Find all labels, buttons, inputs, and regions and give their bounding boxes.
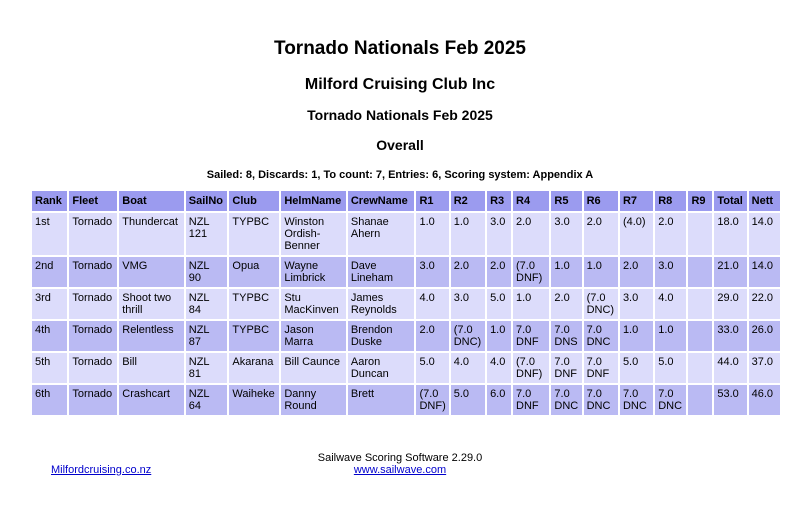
table-cell: 29.0 <box>714 289 746 319</box>
column-header: CrewName <box>348 191 415 211</box>
table-cell: 3.0 <box>551 213 581 255</box>
table-cell <box>688 321 712 351</box>
table-cell: 2.0 <box>655 213 686 255</box>
table-cell: 22.0 <box>749 289 780 319</box>
table-cell: 6th <box>32 385 67 415</box>
table-cell: 3.0 <box>655 257 686 287</box>
series-title: Tornado Nationals Feb 2025 <box>307 107 493 123</box>
sailwave-link[interactable]: www.sailwave.com <box>353 464 447 476</box>
club-name: Milford Cruising Club Inc <box>304 76 496 93</box>
column-header: Club <box>229 191 279 211</box>
table-cell: 5.0 <box>451 385 485 415</box>
table-cell: 2.0 <box>620 257 653 287</box>
column-header: Nett <box>749 191 780 211</box>
table-cell: 5.0 <box>487 289 511 319</box>
table-cell: 44.0 <box>714 353 746 383</box>
table-cell: (7.0 DNF) <box>416 385 448 415</box>
table-cell: Wayne Limbrick <box>281 257 346 287</box>
table-cell: 3rd <box>32 289 67 319</box>
column-header: Boat <box>119 191 184 211</box>
table-cell: 1.0 <box>451 213 485 255</box>
table-cell: 7.0 DNC <box>655 385 686 415</box>
table-cell: 46.0 <box>749 385 780 415</box>
table-cell: TYPBC <box>229 289 279 319</box>
table-cell: Tornado <box>69 257 117 287</box>
table-cell: 7.0 DNC <box>584 321 618 351</box>
table-cell: 2.0 <box>584 213 618 255</box>
column-header: R1 <box>416 191 448 211</box>
table-cell: 37.0 <box>749 353 780 383</box>
table-cell: 1.0 <box>416 213 448 255</box>
table-cell <box>688 257 712 287</box>
table-row <box>32 353 780 383</box>
column-header: R7 <box>620 191 653 211</box>
section-heading: Overall <box>376 137 424 153</box>
table-cell: 7.0 DNF <box>551 353 581 383</box>
table-row <box>32 385 780 415</box>
table-cell: 4.0 <box>416 289 448 319</box>
table-cell <box>688 353 712 383</box>
table-cell: Thundercat <box>119 213 184 255</box>
table-cell: Tornado <box>69 385 117 415</box>
table-cell: 3.0 <box>451 289 485 319</box>
table-cell: Dave Lineham <box>348 257 415 287</box>
table-cell: VMG <box>119 257 184 287</box>
page-title: Tornado Nationals Feb 2025 <box>274 38 526 59</box>
table-cell: NZL 90 <box>186 257 228 287</box>
table-cell: Winston Ordish-Benner <box>281 213 346 255</box>
table-cell: 5th <box>32 353 67 383</box>
table-cell: Brett <box>348 385 415 415</box>
column-header: Fleet <box>69 191 117 211</box>
table-cell: 1st <box>32 213 67 255</box>
column-header: R4 <box>513 191 549 211</box>
column-header: R9 <box>688 191 712 211</box>
table-cell <box>688 385 712 415</box>
table-cell: 6.0 <box>487 385 511 415</box>
column-header: Total <box>714 191 746 211</box>
table-cell: 1.0 <box>584 257 618 287</box>
table-cell: 2.0 <box>451 257 485 287</box>
table-cell: NZL 121 <box>186 213 228 255</box>
software-name: Sailwave Scoring Software 2.29.0 <box>317 452 483 464</box>
table-cell: Shanae Ahern <box>348 213 415 255</box>
table-row <box>32 213 780 255</box>
table-cell: 1.0 <box>620 321 653 351</box>
table-cell: 1.0 <box>551 257 581 287</box>
table-cell: TYPBC <box>229 213 279 255</box>
table-cell: 14.0 <box>749 213 780 255</box>
table-cell: Crashcart <box>119 385 184 415</box>
table-cell: Danny Round <box>281 385 346 415</box>
table-cell: Jason Marra <box>281 321 346 351</box>
table-cell: (7.0 DNF) <box>513 353 549 383</box>
column-header: R6 <box>584 191 618 211</box>
column-header: R3 <box>487 191 511 211</box>
header-row <box>32 191 780 211</box>
table-cell: 1.0 <box>655 321 686 351</box>
table-cell: Opua <box>229 257 279 287</box>
table-cell: Tornado <box>69 321 117 351</box>
table-cell: 7.0 DNC <box>620 385 653 415</box>
table-cell: 5.0 <box>416 353 448 383</box>
column-header: R5 <box>551 191 581 211</box>
table-cell: 2.0 <box>551 289 581 319</box>
table-row <box>32 289 780 319</box>
table-cell: Relentless <box>119 321 184 351</box>
table-cell: NZL 81 <box>186 353 228 383</box>
column-header: R8 <box>655 191 686 211</box>
table-cell: NZL 84 <box>186 289 228 319</box>
table-cell: 1.0 <box>513 289 549 319</box>
scoring-summary: Sailed: 8, Discards: 1, To count: 7, Entries: 6, Scoring system: Appendix A <box>206 169 594 181</box>
table-cell: James Reynolds <box>348 289 415 319</box>
column-header: R2 <box>451 191 485 211</box>
table-cell: 4.0 <box>655 289 686 319</box>
table-cell: (7.0 DNF) <box>513 257 549 287</box>
table-cell: 2.0 <box>416 321 448 351</box>
table-cell: NZL 64 <box>186 385 228 415</box>
column-header: SailNo <box>186 191 228 211</box>
table-cell: 4th <box>32 321 67 351</box>
table-cell: 14.0 <box>749 257 780 287</box>
table-cell <box>688 213 712 255</box>
club-website-link[interactable]: Milfordcruising.co.nz <box>51 464 152 476</box>
table-cell: Bill Caunce <box>281 353 346 383</box>
table-cell: 5.0 <box>655 353 686 383</box>
table-cell: TYPBC <box>229 321 279 351</box>
table-cell: 21.0 <box>714 257 746 287</box>
results-table <box>30 189 782 417</box>
table-cell <box>688 289 712 319</box>
table-cell: Brendon Duske <box>348 321 415 351</box>
table-cell: (7.0 DNC) <box>451 321 485 351</box>
table-cell: Waiheke <box>229 385 279 415</box>
column-header: HelmName <box>281 191 346 211</box>
table-cell: 7.0 DNC <box>551 385 581 415</box>
table-cell: Aaron Duncan <box>348 353 415 383</box>
table-cell: 7.0 DNF <box>513 321 549 351</box>
table-cell: 26.0 <box>749 321 780 351</box>
table-cell: NZL 87 <box>186 321 228 351</box>
table-cell: 18.0 <box>714 213 746 255</box>
table-cell: 3.0 <box>620 289 653 319</box>
table-cell: 7.0 DNS <box>551 321 581 351</box>
table-cell: 3.0 <box>487 213 511 255</box>
table-cell: Shoot two thrill <box>119 289 184 319</box>
table-cell: 5.0 <box>620 353 653 383</box>
table-cell: Tornado <box>69 213 117 255</box>
table-cell: (7.0 DNC) <box>584 289 618 319</box>
table-cell: Tornado <box>69 289 117 319</box>
table-cell: 2.0 <box>513 213 549 255</box>
table-cell: (4.0) <box>620 213 653 255</box>
column-header: Rank <box>32 191 67 211</box>
software-credit <box>0 452 800 476</box>
table-cell: 53.0 <box>714 385 746 415</box>
table-cell: Stu MacKinven <box>281 289 346 319</box>
table-cell: 7.0 DNF <box>513 385 549 415</box>
table-cell: Tornado <box>69 353 117 383</box>
table-cell: 2nd <box>32 257 67 287</box>
table-cell: Bill <box>119 353 184 383</box>
table-cell: Akarana <box>229 353 279 383</box>
table-cell: 2.0 <box>487 257 511 287</box>
table-cell: 3.0 <box>416 257 448 287</box>
table-cell: 4.0 <box>487 353 511 383</box>
table-cell: 1.0 <box>487 321 511 351</box>
table-cell: 33.0 <box>714 321 746 351</box>
table-row <box>32 257 780 287</box>
table-cell: 7.0 DNC <box>584 385 618 415</box>
table-cell: 4.0 <box>451 353 485 383</box>
table-row <box>32 321 780 351</box>
table-cell: 7.0 DNF <box>584 353 618 383</box>
